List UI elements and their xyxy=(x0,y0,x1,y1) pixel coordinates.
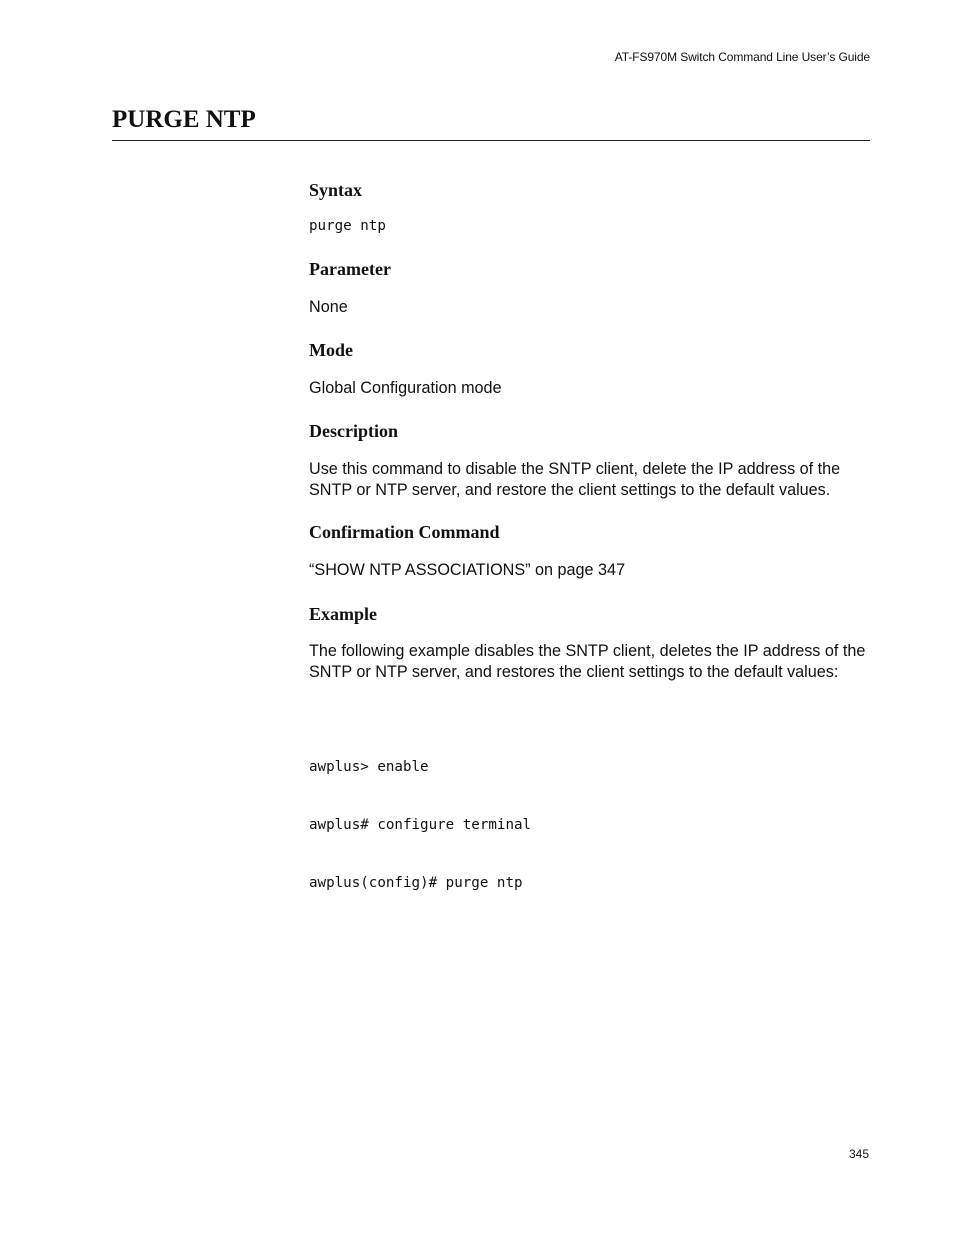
code-line: awplus> enable xyxy=(309,758,429,775)
running-header: AT-FS970M Switch Command Line User’s Guide xyxy=(614,50,870,64)
syntax-heading: Syntax xyxy=(309,180,363,200)
mode-heading: Mode xyxy=(309,340,353,360)
title-rule xyxy=(112,140,870,141)
code-line: awplus(config)# purge ntp xyxy=(309,875,523,892)
code-line: awplus# configure terminal xyxy=(309,817,532,834)
example-text: The following example disables the SNTP client, deletes the IP address of the SNTP or NTP server, and restores the client settings to the default values: xyxy=(309,642,866,681)
page-number: 345 xyxy=(848,1147,869,1161)
page-title: PURGE NTP xyxy=(112,106,256,133)
syntax-code: purge ntp xyxy=(309,218,386,234)
parameter-text: None xyxy=(309,298,348,316)
example-code-block xyxy=(309,719,531,932)
description-text: Use this command to disable the SNTP client, delete the IP address of the SNTP or NTP server, and restore the client settings to the default values. xyxy=(309,460,841,499)
description-heading: Description xyxy=(309,421,398,441)
example-heading: Example xyxy=(309,604,378,624)
confirmation-link[interactable]: “SHOW NTP ASSOCIATIONS” on page 347 xyxy=(309,561,626,579)
confirmation-heading: Confirmation Command xyxy=(309,522,500,542)
mode-text: Global Configuration mode xyxy=(309,379,502,397)
parameter-heading: Parameter xyxy=(309,259,391,279)
